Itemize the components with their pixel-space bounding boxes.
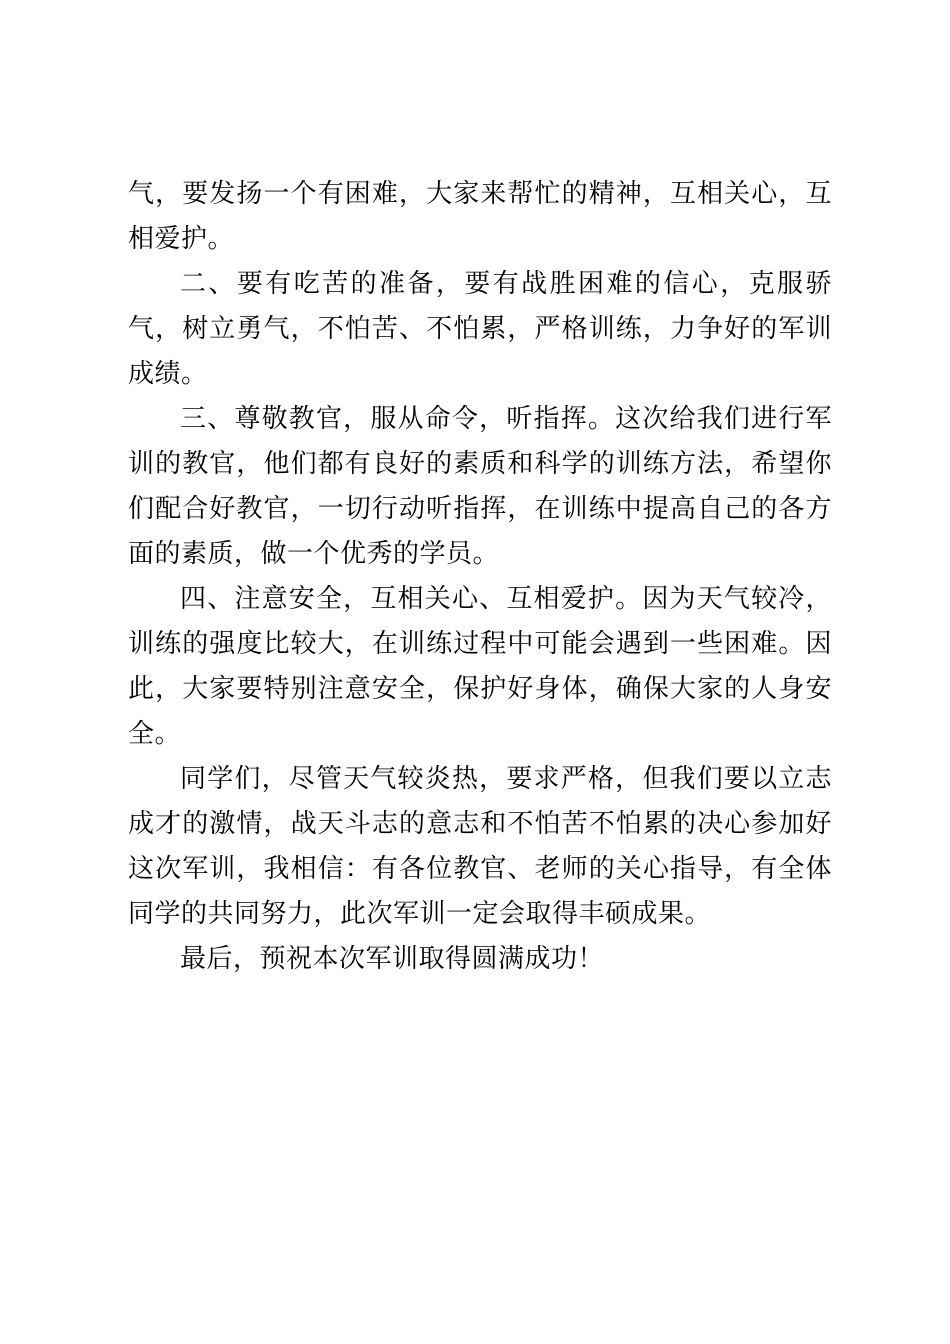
paragraph-point-four: 四、注意安全，互相关心、互相爱护。因为天气较冷，训练的强度比较大，在训练过程中可能会遇到一些困难。因此，大家要特别注意安全，保护好身体，确保大家的人身安全。 xyxy=(128,584,832,749)
paragraph-point-two: 二、要有吃苦的准备，要有战胜困难的信心，克服骄气，树立勇气，不怕苦、不怕累，严格训练，力争好的军训成绩。 xyxy=(128,269,832,389)
paragraph-closing: 最后，预祝本次军训取得圆满成功！ xyxy=(180,944,605,974)
paragraph-point-three: 三、尊敬教官，服从命令，听指挥。这次给我们进行军训的教官，他们都有良好的素质和科学的训练方法，希望你们配合好教官，一切行动听指挥，在训练中提高自己的各方面的素质，做一个优秀的学员。 xyxy=(128,404,832,569)
document-body xyxy=(128,172,832,982)
paragraph-continuation: 气，要发扬一个有困难，大家来帮忙的精神，互相关心，互相爱护。 xyxy=(128,179,832,254)
paragraph-students-address: 同学们，尽管天气较炎热，要求严格，但我们要以立志成才的激情，战天斗志的意志和不怕苦不怕累的决心参加好这次军训，我相信：有各位教官、老师的关心指导，有全体同学的共同努力，此次军训一定会取得丰硕成果。 xyxy=(128,764,832,929)
